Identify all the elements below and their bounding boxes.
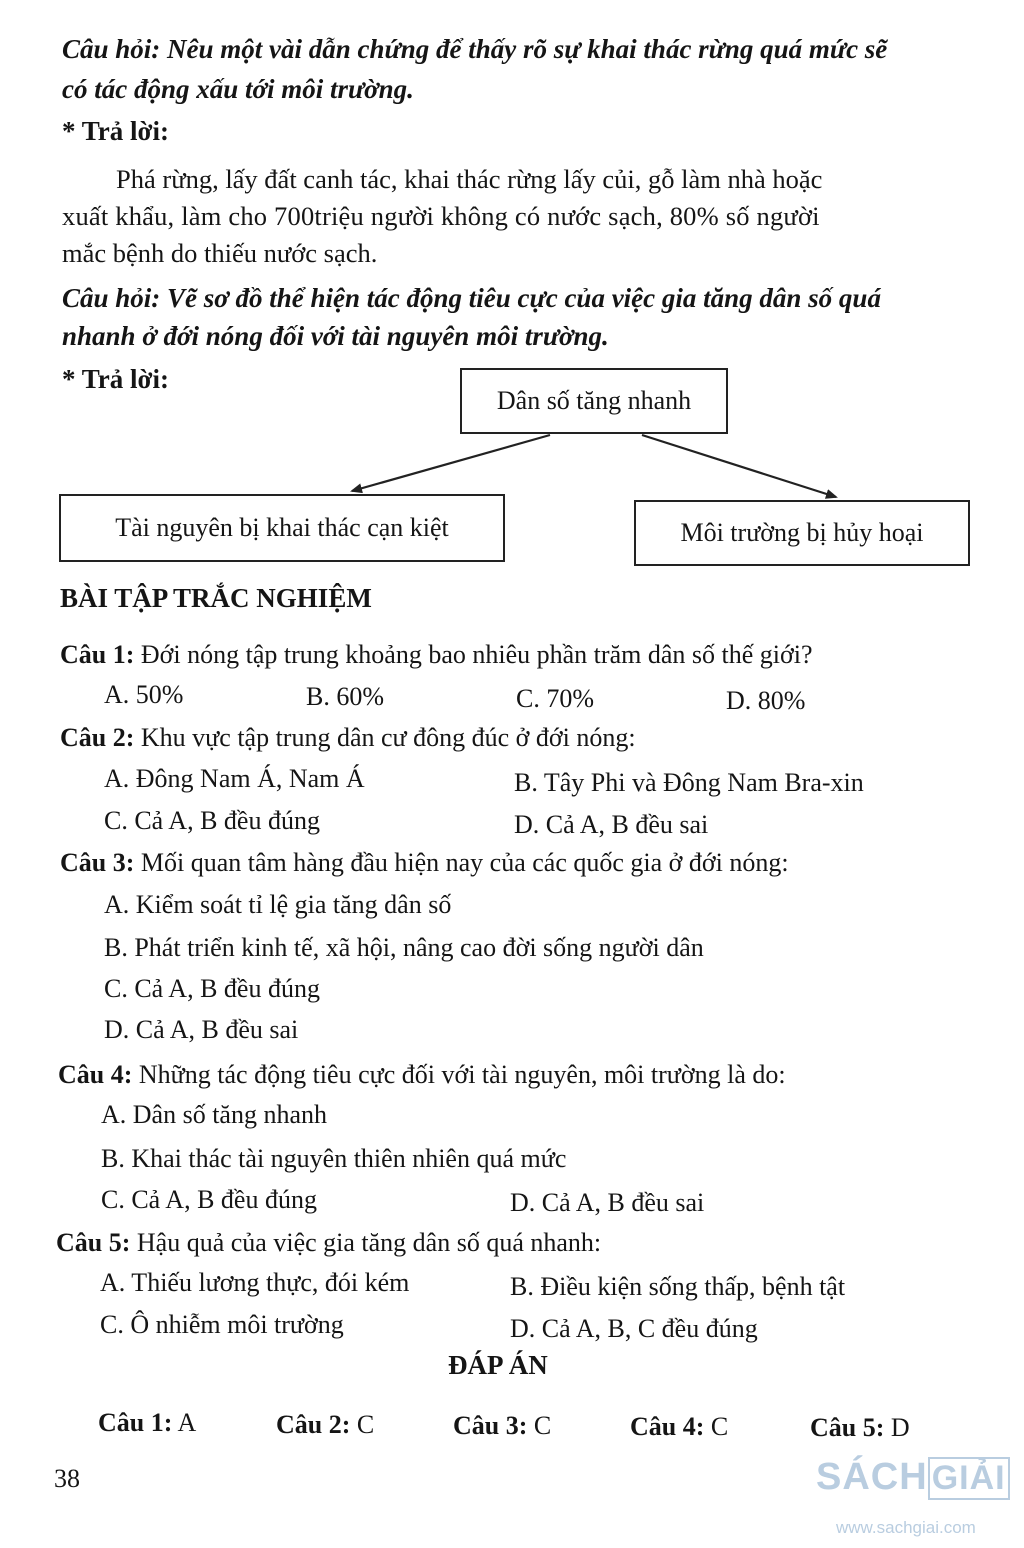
quiz-question-1-label: Câu 1: (60, 640, 135, 669)
answer-1-label: * Trả lời: (62, 116, 169, 146)
answer-1-line-2: xuất khẩu, làm cho 700triệu người không có nước sạch, 80% số người (62, 201, 820, 231)
quiz-question-2 (60, 723, 636, 753)
watermark-logo-text-a: SÁCH (816, 1456, 928, 1498)
answer-key-3-value: C (527, 1411, 552, 1440)
quiz-question-3-text: Mối quan tâm hàng đầu hiện nay của các quốc gia ở đới nóng: (134, 848, 789, 877)
question-1-line-1: Câu hỏi: Nêu một vài dẫn chứng để thấy rõ sự khai thác rừng quá mức sẽ (62, 34, 888, 64)
answer-key-4-label: Câu 4: (630, 1412, 705, 1441)
diagram-arrows (0, 0, 1024, 600)
quiz-2-option-b: B. Tây Phi và Đông Nam Bra-xin (514, 768, 864, 797)
watermark-logo (816, 1456, 1010, 1500)
answer-key-5-label: Câu 5: (810, 1413, 885, 1442)
arrow-to-environment (642, 435, 836, 497)
question-2-line-1: Câu hỏi: Vẽ sơ đồ thể hiện tác động tiêu cực của việc gia tăng dân số quá (62, 283, 881, 313)
quiz-3-option-a: A. Kiểm soát tỉ lệ gia tăng dân số (104, 890, 452, 919)
answer-key-5-value: D (884, 1413, 910, 1442)
answer-key-4 (630, 1412, 728, 1442)
answer-key-4-value: C (704, 1412, 729, 1441)
quiz-question-3 (60, 848, 789, 878)
answer-key-3 (453, 1411, 551, 1441)
quiz-question-5-label: Câu 5: (56, 1228, 131, 1257)
quiz-5-option-d: D. Cả A, B, C đều đúng (510, 1314, 758, 1343)
quiz-5-option-b: B. Điều kiện sống thấp, bệnh tật (510, 1272, 846, 1301)
answer-1-line-1: Phá rừng, lấy đất canh tác, khai thác rừng lấy củi, gỗ làm nhà hoặc (116, 164, 823, 194)
quiz-question-4 (58, 1060, 786, 1090)
answer-key-2-value: C (350, 1410, 375, 1439)
quiz-1-option-d: D. 80% (726, 686, 806, 715)
watermark-url: www.sachgiai.com (836, 1518, 976, 1537)
quiz-5-option-a: A. Thiếu lương thực, đói kém (100, 1268, 410, 1297)
quiz-4-option-d: D. Cả A, B đều sai (510, 1188, 705, 1217)
quiz-4-option-b: B. Khai thác tài nguyên thiên nhiên quá mức (101, 1144, 567, 1173)
answer-key-1 (98, 1408, 196, 1438)
quiz-4-option-c: C. Cả A, B đều đúng (101, 1185, 317, 1214)
diagram-box-population-growth-label: Dân số tăng nhanh (496, 386, 692, 415)
quiz-2-option-d: D. Cả A, B đều sai (514, 810, 709, 839)
answer-1-line-3: mắc bệnh do thiếu nước sạch. (62, 238, 378, 268)
quiz-1-option-c: C. 70% (516, 684, 594, 713)
quiz-question-5 (56, 1228, 601, 1258)
question-1-line-2: có tác động xấu tới môi trường. (62, 74, 414, 104)
diagram-box-resource-depletion-label: Tài nguyên bị khai thác cạn kiệt (115, 513, 449, 542)
quiz-3-option-d: D. Cả A, B đều sai (104, 1015, 299, 1044)
answer-key-2-label: Câu 2: (276, 1410, 351, 1439)
quiz-1-option-a: A. 50% (104, 680, 184, 709)
answer-key-2 (276, 1410, 374, 1440)
answer-key-heading: ĐÁP ÁN (448, 1350, 548, 1380)
quiz-5-option-c: C. Ô nhiễm môi trường (100, 1310, 344, 1339)
quiz-2-option-a: A. Đông Nam Á, Nam Á (104, 764, 365, 793)
quiz-4-option-a: A. Dân số tăng nhanh (101, 1100, 328, 1129)
quiz-question-1-text: Đới nóng tập trung khoảng bao nhiêu phần trăm dân số thế giới? (134, 640, 813, 669)
quiz-question-4-label: Câu 4: (58, 1060, 133, 1089)
quiz-question-5-text: Hậu quả của việc gia tăng dân số quá nhanh: (130, 1228, 602, 1257)
answer-key-1-label: Câu 1: (98, 1408, 173, 1437)
diagram-box-environment-damage-label: Môi trường bị hủy hoại (680, 518, 924, 547)
answer-key-3-label: Câu 3: (453, 1411, 528, 1440)
quiz-2-option-c: C. Cả A, B đều đúng (104, 806, 320, 835)
arrow-to-resources (352, 435, 550, 491)
watermark-logo-text-b: GIẢI (928, 1457, 1010, 1500)
quiz-3-option-b: B. Phát triển kinh tế, xã hội, nâng cao đời sống người dân (104, 933, 704, 962)
answer-key-1-value: A (172, 1408, 197, 1437)
answer-2-label: * Trả lời: (62, 364, 169, 394)
quiz-question-3-label: Câu 3: (60, 848, 135, 877)
quiz-question-4-text: Những tác động tiêu cực đối với tài nguyên, môi trường là do: (132, 1060, 786, 1089)
quiz-1-option-b: B. 60% (306, 682, 384, 711)
page-number: 38 (54, 1464, 80, 1493)
quiz-question-2-label: Câu 2: (60, 723, 135, 752)
answer-key-5 (810, 1413, 910, 1443)
question-2-line-2: nhanh ở đới nóng đối với tài nguyên môi trường. (62, 321, 609, 351)
quiz-3-option-c: C. Cả A, B đều đúng (104, 974, 320, 1003)
quiz-heading: BÀI TẬP TRẮC NGHIỆM (60, 583, 372, 613)
quiz-question-2-text: Khu vực tập trung dân cư đông đúc ở đới nóng: (134, 723, 636, 752)
quiz-question-1 (60, 640, 813, 670)
